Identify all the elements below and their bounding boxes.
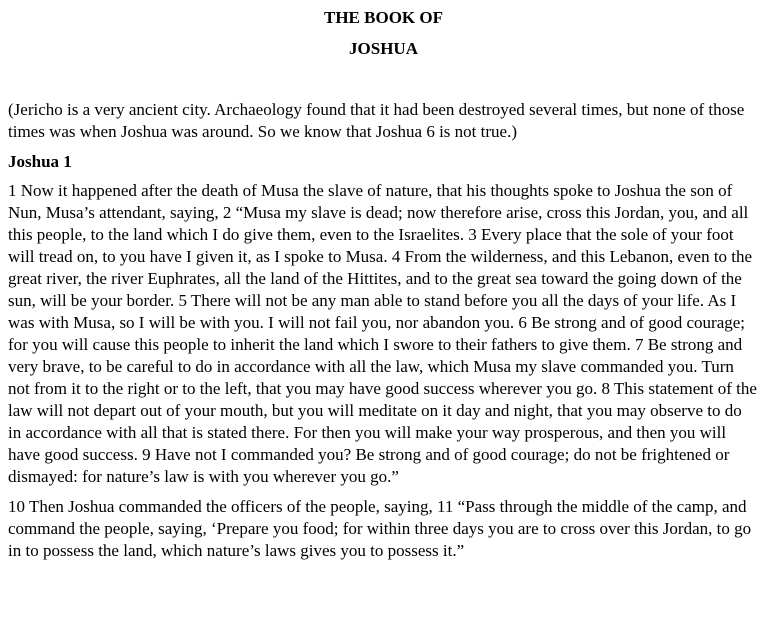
intro-note: (Jericho is a very ancient city. Archaeology found that it had been destroyed several times, but none of those times was when Joshua was around. So we know that Joshua 6 is not true.) xyxy=(8,100,745,141)
book-title-line-1: THE BOOK OF xyxy=(323,8,444,27)
book-title-line-2: JOSHUA xyxy=(349,39,418,58)
verse-paragraph-2: 10 Then Joshua commanded the officers of the people, saying, 11 “Pass through the middle of the camp, and command the people, saying, ‘Prepare you food; for within three days you are to cross over this Jordan, to go in to possess the land, which nature’s laws gives you to possess it.” xyxy=(8,497,752,560)
chapter-heading: Joshua 1 xyxy=(8,152,72,171)
verse-paragraph-1: 1 Now it happened after the death of Musa the slave of nature, that his thoughts spoke to Joshua the son of Nun, Musa’s attendant, saying, 2 “Musa my slave is dead; now therefore arise, cross this Jordan, you, and all this people, to the land which I do give them, even to the Israelites. 3 Every place that the sole of your foot will tread on, to you have I given it, as I spoke to Musa. 4 From the wilderness, and this Lebanon, even to the great river, the river Euphrates, all the land of the Hittites, and to the great sea toward the going down of the sun, will be your border. 5 There will not be any man able to stand before you all the days of your life. As I was with Musa, so I will be with you. I will not fail you, nor abandon you. 6 Be strong and of good courage; for you will cause this people to inherit the land which I swore to their fathers to give them. 7 Be strong and very brave, to be careful to do in accordance with all the law, which Musa my slave commanded you. Turn not from it to the right or to the left, that you may have good success wherever you go. 8 This statement of the law will not depart out of your mouth, but you will meditate on it day and night, that you may observe to do in accordance with all that is stated there. For then you will make your way prosperous, and then you will have good success. 9 Have not I commanded you? Be strong and of good courage; do not be frightened or dismayed: for nature’s law is with you wherever you go.” xyxy=(8,181,757,486)
